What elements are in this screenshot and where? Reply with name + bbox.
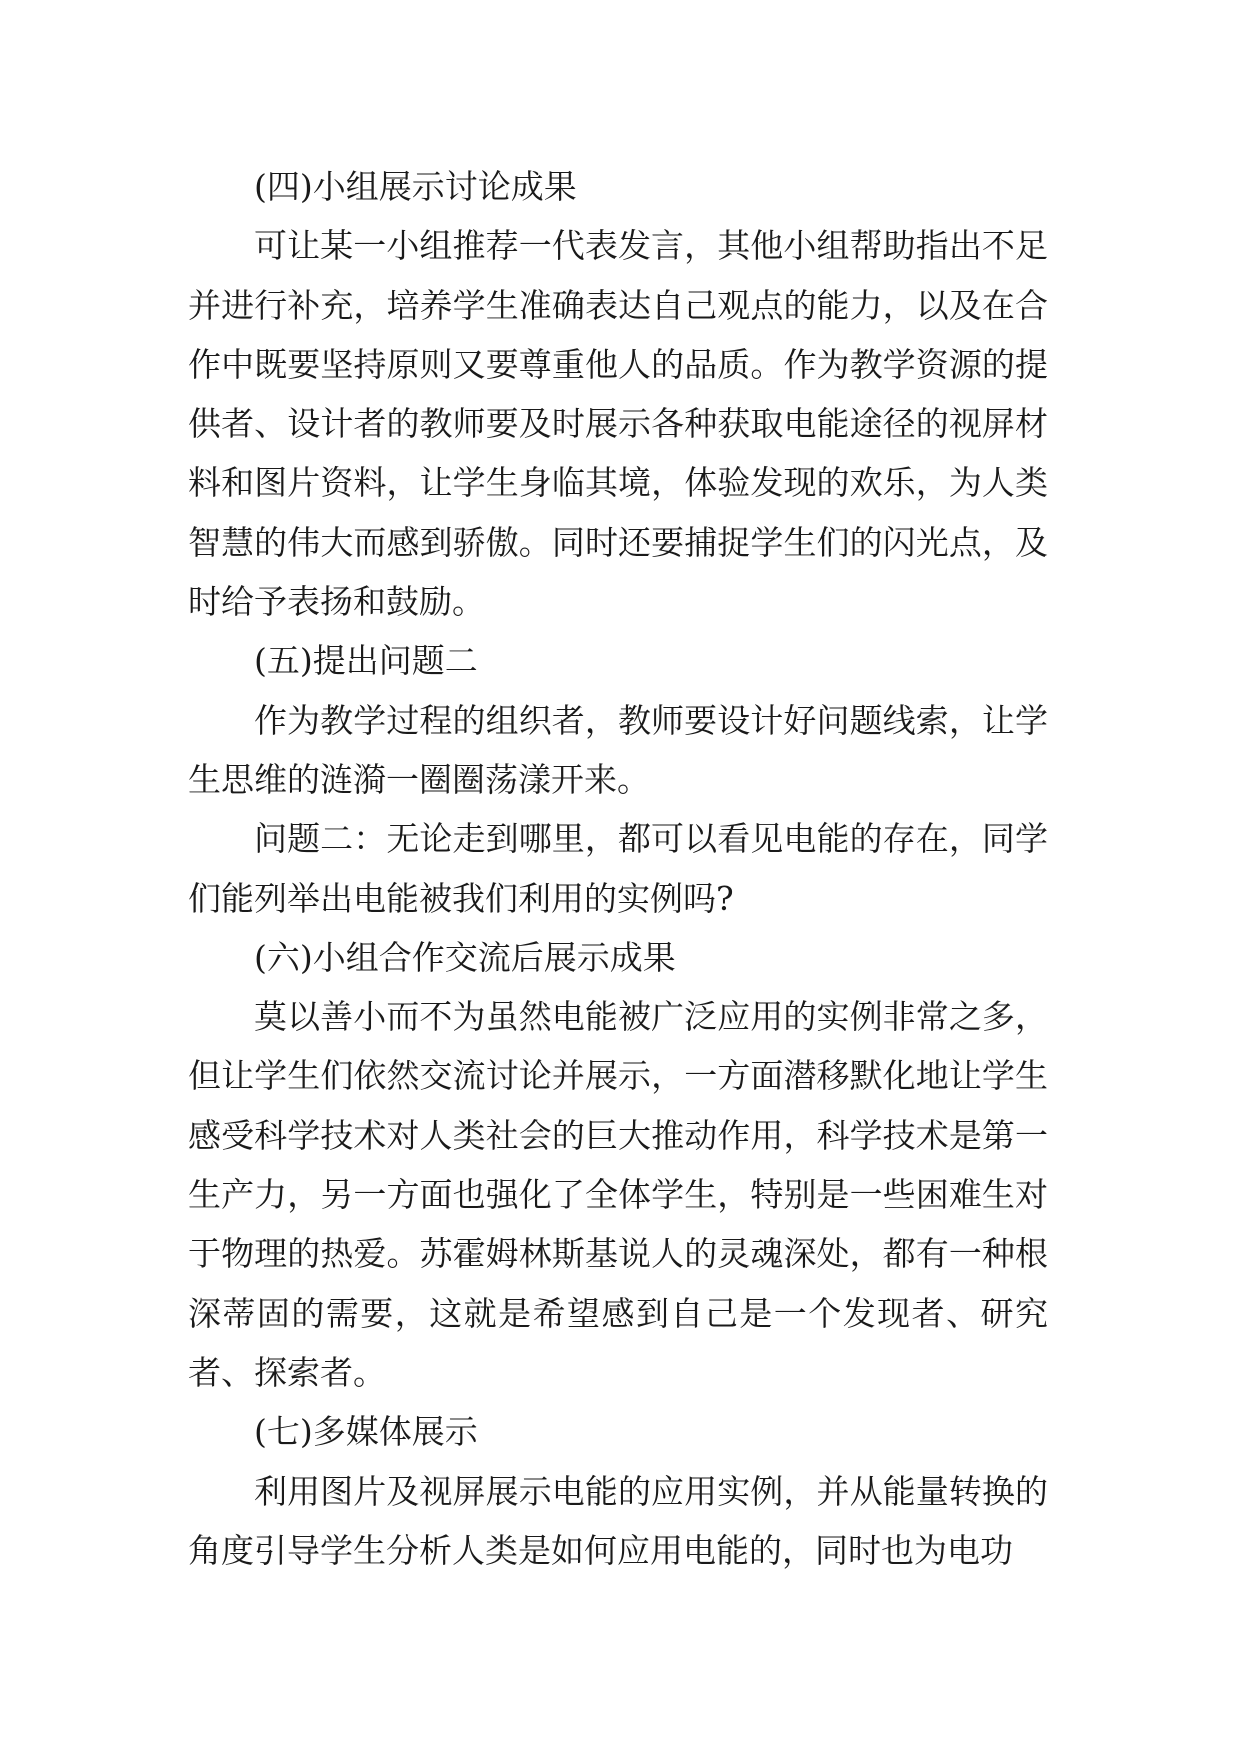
section-heading-7: (七)多媒体展示 <box>254 1412 478 1452</box>
paragraph: 问题二：无论走到哪里，都可以看见电能的存在，同学们能列举出电能被我们利用的实例吗? <box>188 819 1048 918</box>
paragraph: 利用图片及视屏展示电能的应用实例，并从能量转换的角度引导学生分析人类是如何应用电能的，同时也为电功 <box>188 1471 1048 1570</box>
paragraph: 莫以善小而不为虽然电能被广泛应用的实例非常之多，但让学生们依然交流讨论并展示，一方面潜移默化地让学生感受科学技术对人类社会的巨大推动作用，科学技术是第一生产力，另一方面也强化了全体学生，特别是一些困难生对于物理的热爱。苏霍姆林斯基说人的灵魂深处，都有一种根深蒂固的需要，这就是希望感到自己是一个发现者、研究者、探索者。 <box>188 997 1048 1392</box>
section-heading-5: (五)提出问题二 <box>254 641 478 681</box>
paragraph: 可让某一小组推荐一代表发言，其他小组帮助指出不足并进行补充，培养学生准确表达自己观点的能力，以及在合作中既要坚持原则又要尊重他人的品质。作为教学资源的提供者、设计者的教师要及时展示各种获取电能途径的视屏材料和图片资料，让学生身临其境，体验发现的欢乐，为人类智慧的伟大而感到骄傲。同时还要捕捉学生们的闪光点，及时给予表扬和鼓励。 <box>188 226 1048 622</box>
section-heading-6: (六)小组合作交流后展示成果 <box>254 937 676 977</box>
paragraph: 作为教学过程的组织者，教师要设计好问题线索，让学生思维的涟漪一圈圈荡漾开来。 <box>188 700 1048 799</box>
document-body <box>188 157 1048 1580</box>
section-heading-4: (四)小组展示讨论成果 <box>254 167 577 206</box>
